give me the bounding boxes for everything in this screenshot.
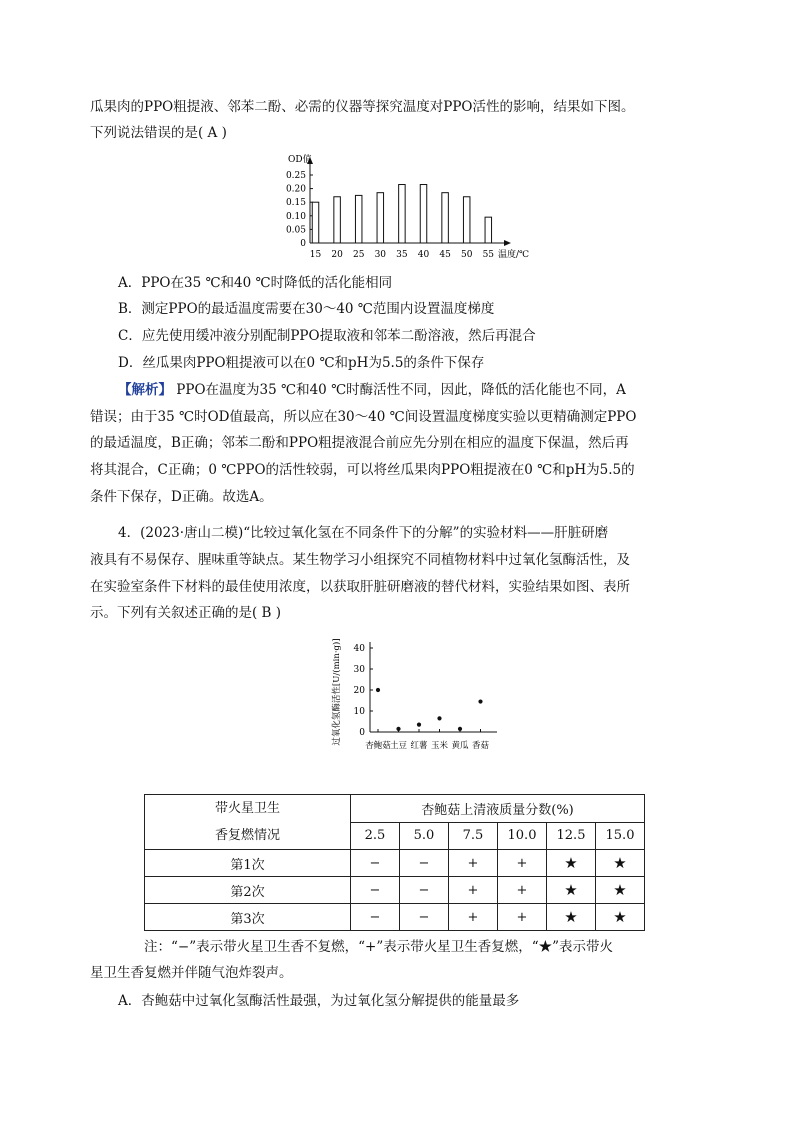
table-row <box>145 904 645 931</box>
analysis-text-1: PPO在温度为35 ℃和40 ℃时酶活性不同，因此，降低的活化能也不同，A <box>172 382 626 398</box>
col-head: 12.5 <box>547 822 596 850</box>
scatter-point <box>417 723 421 727</box>
question-prompt: 下列说法错误的是( A ) <box>90 125 227 141</box>
bar <box>420 185 427 243</box>
bar <box>312 202 319 243</box>
scatter-point <box>458 727 462 731</box>
cell: + <box>498 904 547 931</box>
col-head: 15.0 <box>596 822 645 850</box>
option-a-2: A．杏鲍菇中过氧化氢酶活性最强，为过氧化氢分解提供的能量最多 <box>118 993 520 1009</box>
x-tick-label: 45 <box>439 250 451 260</box>
y-tick-label: 40 <box>353 644 365 654</box>
intro-line-1: 瓜果肉的PPO粗提液、邻苯二酚、必需的仪器等探究温度对PPO活性的影响，结果如下图。 <box>90 99 635 115</box>
analysis-line-1 <box>118 380 626 400</box>
scatter-point <box>478 699 482 703</box>
cell: − <box>351 904 400 931</box>
cell: + <box>498 877 547 904</box>
row-label: 第2次 <box>145 877 351 904</box>
x-tick-label: 15 <box>309 250 322 260</box>
q4-line-4: 示。下列有关叙述正确的是( B ) <box>90 605 282 621</box>
analysis-line-5: 条件下保存，D正确。故选A。 <box>90 489 273 505</box>
bar <box>442 193 449 243</box>
cell: + <box>498 850 547 877</box>
q4-line-3: 在实验室条件下材料的最佳使用浓度，以获取肝脏研磨液的替代材料，实验结果如图、表所 <box>90 579 630 595</box>
x-tick-label: 杏鲍菇 <box>365 741 391 751</box>
y-tick-label: 20 <box>353 686 365 696</box>
x-tick-label: 土豆 <box>389 741 408 751</box>
catalase-activity-scatter-chart <box>325 630 505 758</box>
q4-line-1: 4．(2023·唐山二模)“比较过氧化氢在不同条件下的分解”的实验材料——肝脏研磨 <box>118 525 609 541</box>
x-tick-label: 红薯 <box>410 741 428 751</box>
cell: + <box>449 877 498 904</box>
analysis-line-2: 错误；由于35 ℃时OD值最高，所以应在30～40 ℃间设置温度梯度实验以更精确测定PPO <box>90 409 637 425</box>
col-head: 10.0 <box>498 822 547 850</box>
note-line-2: 星卫生香复燃并伴随气泡炸裂声。 <box>90 965 293 981</box>
x-axis-arrow <box>504 240 511 246</box>
cell: − <box>400 850 449 877</box>
table-corner <box>145 795 351 850</box>
x-tick-label: 55 <box>482 250 495 260</box>
y-tick-label: 0.05 <box>285 225 306 236</box>
cell: + <box>449 904 498 931</box>
row-label: 第3次 <box>145 904 351 931</box>
x-tick-label: 玉米 <box>430 741 449 751</box>
cell: ★ <box>596 904 645 931</box>
y-tick-label: 10 <box>353 707 365 717</box>
scatter-point <box>376 688 380 692</box>
q4-line-2: 液具有不易保存、腥味重等缺点。某生物学习小组探究不同植物材料中过氧化氢酶活性，及 <box>90 552 630 568</box>
cell: − <box>351 850 400 877</box>
analysis-tag: 【解析】 <box>118 382 172 398</box>
row-label: 第1次 <box>145 850 351 877</box>
scatter-point <box>437 716 441 720</box>
x-tick-label: 20 <box>331 250 343 260</box>
y-tick-label: 30 <box>353 665 365 675</box>
analysis-line-4: 将其混合，C正确；0 ℃PPO的活性较弱，可以将丝瓜果肉PPO粗提液在0 ℃和pH为5.5的 <box>90 462 635 478</box>
x-tick-label: 40 <box>417 250 430 260</box>
cell: + <box>449 850 498 877</box>
corner-line-1: 带火星卫生 <box>214 801 280 816</box>
option-a-1: A．PPO在35 ℃和40 ℃时降低的活化能相同 <box>118 275 393 291</box>
table-row <box>145 850 645 877</box>
scatter-point <box>396 727 400 731</box>
cell: ★ <box>596 877 645 904</box>
x-axis-label: 温度/℃ <box>498 250 530 260</box>
bar <box>399 185 406 243</box>
table-header: 杏鲍菇上清液质量分数(%) <box>351 795 645 823</box>
results-table <box>144 794 645 931</box>
option-c-1: C．应先使用缓冲液分别配制PPO提取液和邻苯二酚溶液，然后再混合 <box>118 328 536 344</box>
x-tick-label: 黄瓜 <box>451 741 469 751</box>
bar <box>334 197 341 243</box>
y-tick-label: 0.10 <box>285 211 306 222</box>
x-tick-label: 35 <box>396 250 408 260</box>
cell: ★ <box>547 850 596 877</box>
bar <box>485 217 492 243</box>
y-tick-label: 0.20 <box>285 184 306 195</box>
bar <box>355 195 362 243</box>
cell: ★ <box>596 850 645 877</box>
x-tick-label: 香菇 <box>471 741 490 751</box>
y-tick-label: 0.25 <box>285 171 306 181</box>
y-tick-label: 0 <box>300 239 306 249</box>
y-tick-label: 0 <box>359 728 365 738</box>
cell: − <box>351 877 400 904</box>
bar <box>463 197 470 243</box>
cell: − <box>400 904 449 931</box>
x-tick-label: 50 <box>460 250 473 260</box>
col-head: 2.5 <box>351 822 400 850</box>
corner-line-2: 香复燃情况 <box>214 828 280 843</box>
cell: − <box>400 877 449 904</box>
col-head: 5.0 <box>400 822 449 850</box>
y-axis-label: 过氧化氢酶活性[U/(min·g)] <box>332 638 342 746</box>
y-axis-label: OD值 <box>288 155 312 165</box>
y-tick-label: 0.15 <box>285 198 306 209</box>
analysis-line-3: 的最适温度，B正确；邻苯二酚和PPO粗提液混合前应先分别在相应的温度下保温，然后再 <box>90 435 629 451</box>
cell: ★ <box>547 904 596 931</box>
od-temperature-bar-chart <box>270 150 550 262</box>
x-tick-label: 30 <box>374 250 387 260</box>
cell: ★ <box>547 877 596 904</box>
option-b-1: B．测定PPO的最适温度需要在30～40 ℃范围内设置温度梯度 <box>118 301 495 317</box>
x-tick-label: 25 <box>352 250 365 260</box>
note-line-1: 注：“−”表示带火星卫生香不复燃，“+”表示带火星卫生香复燃，“★”表示带火 <box>144 939 614 955</box>
bar <box>377 193 384 243</box>
option-d-1: D．丝瓜果肉PPO粗提液可以在0 ℃和pH为5.5的条件下保存 <box>118 355 485 371</box>
table-row <box>145 877 645 904</box>
col-head: 7.5 <box>449 822 498 850</box>
